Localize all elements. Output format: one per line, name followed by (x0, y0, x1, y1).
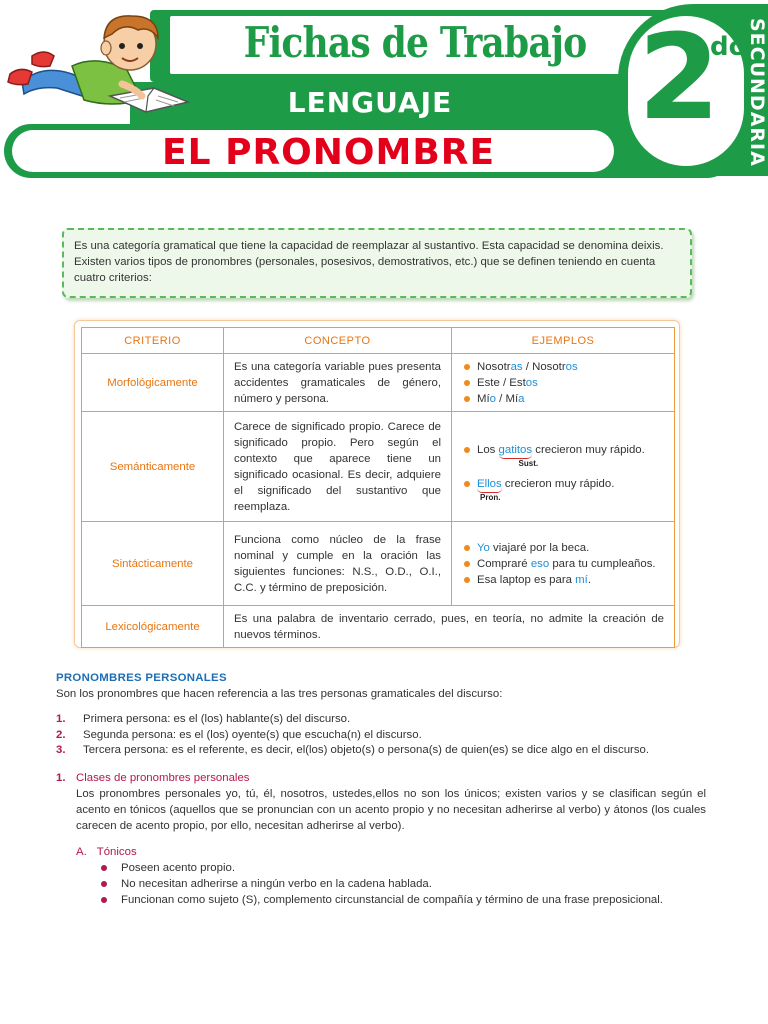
table-row (82, 606, 675, 648)
reading-boy-illustration (2, 4, 212, 122)
example-item: Los gatitos Sust. crecieron muy rápido. (464, 442, 662, 458)
section-heading: PRONOMBRES PERSONALES (56, 672, 227, 684)
concepto-cell: Funciona como núcleo de la frase nominal y cumple en la oración las siguientes funciones: N.S., O.D., O.I., C.C. y término de preposición. (224, 522, 452, 606)
section-description: Son los pronombres que hacen referencia a las tres personas gramaticales del discurso: (56, 688, 503, 700)
concepto-cell: Es una palabra de inventario cerrado, pues, en teoría, no admite la creación de nuevos términos. (224, 606, 675, 648)
criterio-cell: Semánticamente (82, 412, 224, 522)
tonicos-list (56, 860, 706, 908)
header-concepto: CONCEPTO (224, 328, 452, 354)
subsection-paragraph: Los pronombres personales yo, tú, él, nosotros, ustedes,ellos no son los únicos; existen varios y se clasifican según el acento en tónicos (aquellos que se pronuncian con un acento propio y no necesitan adherirse al verbo) y átonos (los cuales carecen de acento propio, por ello, necesitan adherirse al verbo). (76, 787, 706, 832)
ejemplos-cell (452, 412, 675, 522)
header-criterio: CRITERIO (82, 328, 224, 354)
list-item: No necesitan adherirse a ningún verbo en la cadena hablada. (101, 876, 706, 892)
page-header (0, 0, 768, 182)
worksheet-title: Fichas de Trabajo (243, 18, 587, 67)
list-item: Poseen acento propio. (101, 860, 706, 876)
example-item: Ellos Pron. crecieron muy rápido. (464, 476, 662, 492)
criterio-cell: Lexicológicamente (82, 606, 224, 648)
header-ejemplos: EJEMPLOS (452, 328, 675, 354)
criteria-table-card (74, 320, 680, 648)
list-item: 3. Tercera persona: es el referente, es decir, el(los) objeto(s) o persona(s) de quien(es) se dice algo en el discurso. (56, 744, 650, 756)
example-item: Compraré eso para tu cumpleaños. (464, 556, 662, 572)
list-item: Funcionan como sujeto (S), complemento circunstancial de compañía y término de una frase preposicional. (101, 892, 706, 908)
personal-pronouns-section (56, 670, 706, 908)
grade-badge (618, 4, 768, 176)
table-header-row (82, 328, 675, 354)
criterio-cell: Sintácticamente (82, 522, 224, 606)
tonicos-heading: A. Tónicos (76, 845, 137, 858)
criterio-cell: Morfológicamente (82, 354, 224, 412)
level-label: SECUNDARIA (746, 17, 768, 167)
concepto-cell: Es una categoría variable pues presenta accidentes gramaticales de género, número y persona. (224, 354, 452, 412)
table-row (82, 522, 675, 606)
ejemplos-cell (452, 354, 675, 412)
intro-box: Es una categoría gramatical que tiene la capacidad de reemplazar al sustantivo. Esta capacidad se denomina deixis. Existen varios tipos de pronombres (personales, posesivos, demostrativos, etc.) que se definen teniendo en cuenta cuatro criterios: (62, 228, 692, 298)
subject-label: LENGUAJE (287, 86, 453, 119)
lesson-title: EL PRONOMBRE (162, 132, 496, 173)
example-item: Esa laptop es para mí. (464, 572, 662, 588)
list-item: 1. Primera persona: es el (los) hablante(s) del discurso. (56, 713, 351, 725)
table-row (82, 354, 675, 412)
grade-number: 2 (638, 8, 721, 146)
sust-tag: Sust. (518, 458, 539, 468)
list-item: 2. Segunda persona: es el (los) oyente(s) que escucha(n) el discurso. (56, 728, 422, 741)
example-item: Yo viajaré por la beca. (464, 540, 662, 556)
subject-banner (130, 82, 690, 124)
example-item: Nosotras / Nosotros (464, 359, 662, 375)
example-item: Mío / Mía (464, 391, 662, 407)
persons-list (56, 712, 706, 759)
table-row (82, 412, 675, 522)
grade-suffix: do (710, 32, 747, 62)
concepto-cell: Carece de significado propio. Carece de significado propio. Pero según el contexto que aparece tiene un significado ocasional. Es decir, adquiere el significado del sustantivo que reemplaza. (224, 412, 452, 522)
criteria-table (81, 327, 675, 648)
example-item: Este / Estos (464, 375, 662, 391)
pron-tag: Pron. (480, 492, 501, 502)
ejemplos-cell (452, 522, 675, 606)
subsection-heading: 1. Clases de pronombres personales (56, 771, 250, 784)
